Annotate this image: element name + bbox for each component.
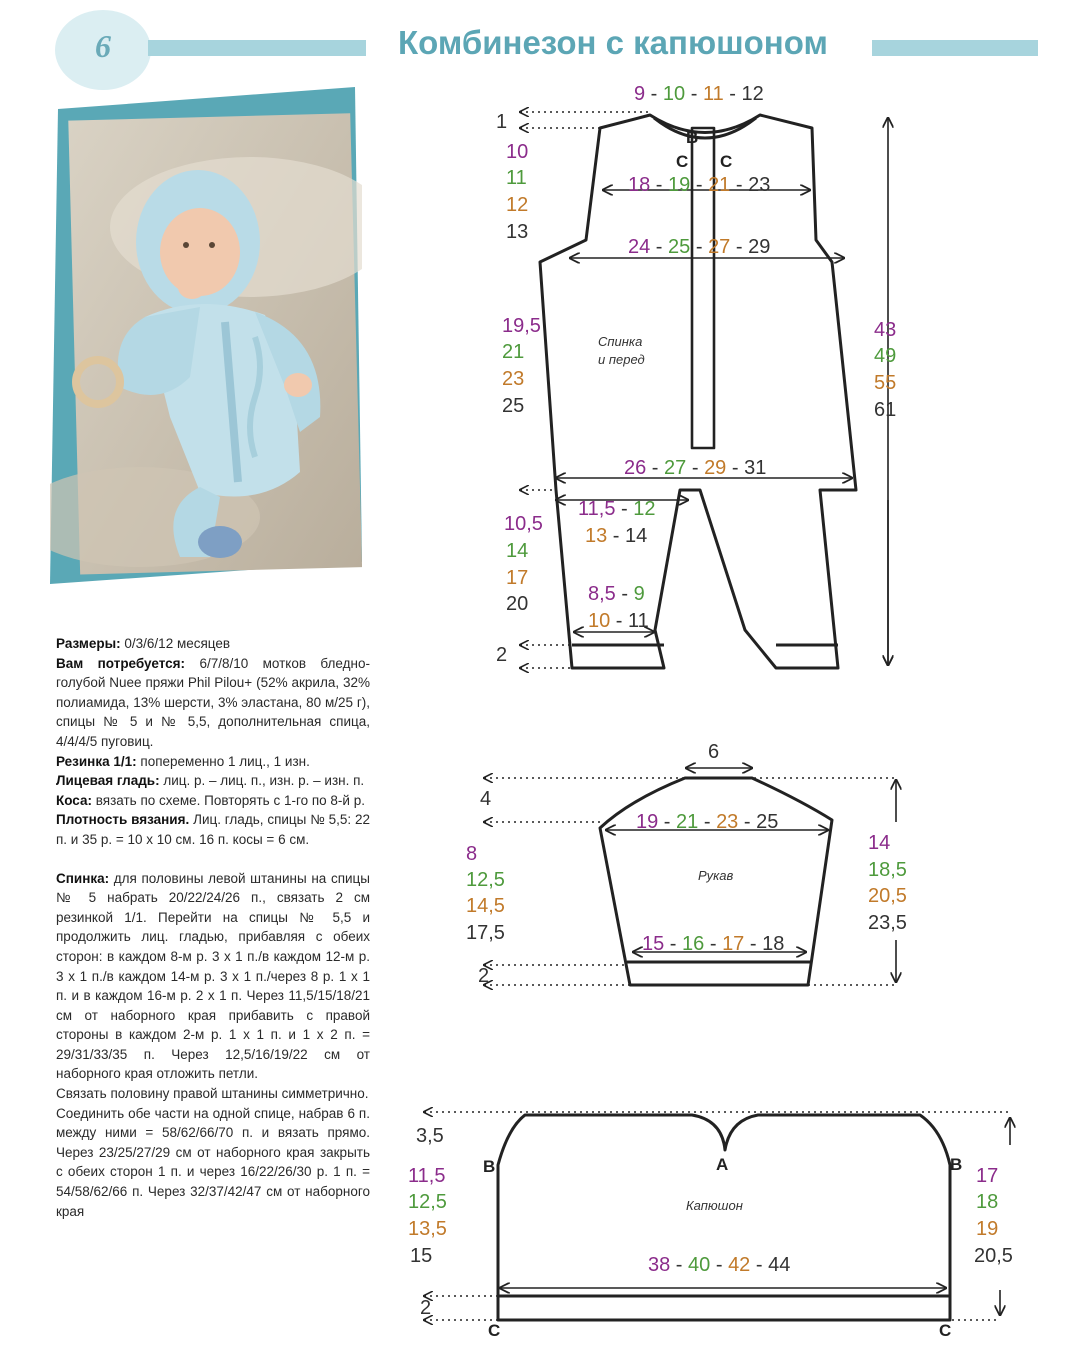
hood-right-h-4: 20,5 xyxy=(974,1245,1013,1267)
body-leg-top-dim-4: 14 xyxy=(625,525,648,547)
body-inseam-1: 10,5 xyxy=(504,513,543,535)
hood-point-c-right: C xyxy=(939,1321,952,1340)
body-labels xyxy=(496,83,896,666)
hood-width-dim-3: 42 xyxy=(728,1254,751,1276)
hood-left-h-3: 13,5 xyxy=(408,1218,447,1240)
sleeve-top-dim: 6 xyxy=(708,741,720,763)
body-top-dim-4: 12 xyxy=(741,83,764,105)
body-chest-dim-1: 24 xyxy=(628,236,651,258)
body-hip-dim-3: 29 xyxy=(704,457,727,479)
body-leg-top-dim-1: 11,5 xyxy=(578,498,616,520)
body-inseam-2: 14 xyxy=(506,540,529,562)
body-leg-top-dim-3: 13 xyxy=(585,525,608,547)
body-armhole-h-2: 11 xyxy=(506,167,527,189)
hood-dimension-lines xyxy=(500,1118,1010,1315)
hood-width-dim-1: 38 xyxy=(648,1254,671,1276)
sleeve-lower-dim-4: 18 xyxy=(762,933,785,955)
svg-text:24 - 25 - 27 - 29: 24 - 25 - 27 - 29 xyxy=(628,236,771,258)
hood-left-h-2: 12,5 xyxy=(408,1191,447,1213)
sleeve-left-h-3: 14,5 xyxy=(466,895,505,917)
body-name-line-2: и перед xyxy=(598,352,645,367)
body-armhole-h-1: 10 xyxy=(506,141,529,163)
body-chest-dim-3: 27 xyxy=(708,236,731,258)
hood-point-b-left: B xyxy=(483,1157,496,1176)
body-cuff: 2 xyxy=(496,644,508,666)
svg-text:11,5 - 12: 11,5 - 12 xyxy=(578,498,656,520)
body-inseam-4: 20 xyxy=(506,593,529,615)
hood-point-a: A xyxy=(716,1155,729,1174)
page-title: Комбинезон с капюшоном xyxy=(398,24,828,61)
svg-text:19 - 21 - 23 - 25: 19 - 21 - 23 - 25 xyxy=(636,811,779,833)
hood-right-h-3: 19 xyxy=(976,1218,999,1240)
body-crotch-h-2: 21 xyxy=(502,341,525,363)
body-leg-bottom-dim-3: 10 xyxy=(588,610,611,632)
body-point-c-left: C xyxy=(676,152,689,171)
body-leg-bottom-dim-4: 11 xyxy=(628,610,649,632)
body-top-dim-3: 11 xyxy=(702,83,724,105)
body-hip-dim-1: 26 xyxy=(624,457,647,479)
body-armhole-dim-4: 23 xyxy=(748,174,771,196)
hood-right-h-1: 17 xyxy=(976,1165,999,1187)
body-inseam-3: 17 xyxy=(506,567,529,589)
body-armhole-h-3: 12 xyxy=(506,194,529,216)
body-crotch-h-1: 19,5 xyxy=(502,315,541,337)
body-armhole-dim-2: 19 xyxy=(668,174,691,196)
svg-text:13 - 14: 13 - 14 xyxy=(585,525,648,547)
stockinette-paragraph: Лицевая гладь: лиц. р. – лиц. п., изн. р. – изн. п. xyxy=(56,773,365,789)
body-crotch-h-4: 25 xyxy=(502,395,525,417)
sleeve-upper-dim-2: 21 xyxy=(676,811,699,833)
body-hip-dim-4: 31 xyxy=(744,457,767,479)
svg-text:9 - 10 - 11 - 12: 9 - 10 - 11 - 12 xyxy=(634,83,764,105)
sizes-paragraph: Размеры: 0/3/6/12 месяцев xyxy=(56,636,231,651)
body-total-h-4: 61 xyxy=(874,399,897,421)
sleeve-left-h-2: 12,5 xyxy=(466,869,505,891)
hood-width-dim-2: 40 xyxy=(688,1254,711,1276)
body-armhole-dim-3: 21 xyxy=(708,174,731,196)
hood-width-dim-4: 44 xyxy=(768,1254,791,1276)
sleeve-lower-dim-3: 17 xyxy=(722,933,745,955)
sleeve-left-h-1: 8 xyxy=(466,843,478,865)
hood-name: Капюшон xyxy=(686,1198,743,1213)
body-total-h-1: 43 xyxy=(874,319,897,341)
cable-paragraph: Коса: вязать по схеме. Повторять с 1-го по 8-й р. xyxy=(56,792,365,808)
body-chest-dim-2: 25 xyxy=(668,236,691,258)
body-chest-dim-4: 29 xyxy=(748,236,771,258)
back-paragraph-2: Связать половину правой штанины симметрично. xyxy=(56,1086,369,1102)
sleeve-right-h-4: 23,5 xyxy=(868,912,907,934)
body-top-dim-2: 10 xyxy=(662,83,686,105)
body-crotch-h-3: 23 xyxy=(502,368,525,390)
sleeve-right-h-2: 18,5 xyxy=(868,859,907,881)
body-name-line-1: Спинка xyxy=(598,334,643,349)
sleeve-upper-dim-3: 23 xyxy=(716,811,739,833)
body-top-dim-1: 9 xyxy=(634,83,646,105)
body-hip-dim-2: 27 xyxy=(664,457,687,479)
sleeve-upper-dim-1: 19 xyxy=(636,811,659,833)
body-total-h-2: 49 xyxy=(874,345,897,367)
svg-text:10 - 11: 10 - 11 xyxy=(588,610,649,632)
hood-right-h-2: 18 xyxy=(976,1191,999,1213)
sleeve-name: Рукав xyxy=(698,868,734,883)
svg-text:8,5 - 9: 8,5 - 9 xyxy=(588,583,645,605)
hood-left-h-4: 15 xyxy=(410,1245,433,1267)
body-armhole-dim-1: 18 xyxy=(628,174,651,196)
back-paragraph: Спинка: для половины левой штанины на спицы № 5 набрать 20/22/24/26 п., связать 2 см резинкой 1/1. Перейти на спицы № 5,5 и продолжить лиц. гладью, прибавляя с обеих сторон: в каждом 8-м р. 3 х 1 п./в каждом 12-м р. 3 х 1 п./в каждом 14-м р. 3 х 1 п./через 8 р. 1 х 1 п. и в каждом 16-м р. 2 х 1 п. Через 11,5/15/18/21 см от наборного края прибавить с правой стороны в каждом 2-м р. 1 х 1 п. и 1 х 2 п. = 29/31/33/35 п. Через 12,5/16/19/22 см от наборного края отложить петли. xyxy=(56,870,370,1082)
body-point-c-right: C xyxy=(720,152,733,171)
hood-point-b-right: B xyxy=(950,1155,963,1174)
hood-left-h-1: 11,5 xyxy=(408,1165,446,1187)
sleeve-cuff: 2 xyxy=(478,965,490,987)
sleeve-lower-dim-2: 16 xyxy=(682,933,705,955)
hood-top-offset: 3,5 xyxy=(416,1125,444,1147)
body-shoulder-drop: 1 xyxy=(496,111,508,133)
gauge-paragraph: Плотность вязания. Лиц. гладь, спицы № 5,5: 22 п. и 35 р. = 10 х 10 см. 16 п. косы = 6 см. xyxy=(56,812,370,847)
svg-text:26 - 27 - 29 - 31: 26 - 27 - 29 - 31 xyxy=(624,457,767,479)
body-leg-top-dim-2: 12 xyxy=(633,498,656,520)
sleeve-right-h-1: 14 xyxy=(868,832,891,854)
sleeve-cap-height: 4 xyxy=(480,788,492,810)
svg-text:38 - 40 - 42 - 44: 38 - 40 - 42 - 44 xyxy=(648,1254,791,1276)
sleeve-upper-dim-4: 25 xyxy=(756,811,779,833)
hood-cuff: 2 xyxy=(420,1297,432,1319)
rib-paragraph: Резинка 1/1: попеременно 1 лиц., 1 изн. xyxy=(56,753,310,769)
sleeve-right-h-3: 20,5 xyxy=(868,885,907,907)
svg-text:15 - 16 - 17 - 18: 15 - 16 - 17 - 18 xyxy=(642,933,785,955)
materials-paragraph: Вам потребуется: 6/7/8/10 мотков бледно-голубой Nuee пряжи Phil Pilou+ (52% акрила, 32% полиамида, 13% шерсти, 3% эластана, 80 м/25 г), спицы № 5 и № 5,5, дополнительная спица, 4/4/4/5 пуговиц. xyxy=(56,655,370,749)
back-paragraph-3: Соединить обе части на одной спице, набрав 6 п. между ними = 58/62/66/70 п. и вязать прямо. Через 23/25/27/29 см от наборного края закрыть с обеих сторон 1 п. и через 16/22/26/30 р. 1 п. = 54/58/62/66 п. Через 32/37/42/47 см от наборного края xyxy=(56,1105,370,1219)
svg-text:18 - 19 - 21 - 23: 18 - 19 - 21 - 23 xyxy=(628,174,771,196)
sleeve-left-h-4: 17,5 xyxy=(466,922,505,944)
hood-schematic xyxy=(498,1115,950,1320)
sleeve-lower-dim-1: 15 xyxy=(642,933,665,955)
body-total-h-3: 55 xyxy=(874,372,897,394)
page-number: 6 xyxy=(95,28,111,64)
body-point-b: B xyxy=(686,128,699,147)
hood-point-c-left: C xyxy=(488,1321,501,1340)
body-leg-bottom-dim-2: 9 xyxy=(633,583,645,605)
body-leg-bottom-dim-1: 8,5 xyxy=(588,583,616,605)
body-armhole-h-4: 13 xyxy=(506,221,529,243)
